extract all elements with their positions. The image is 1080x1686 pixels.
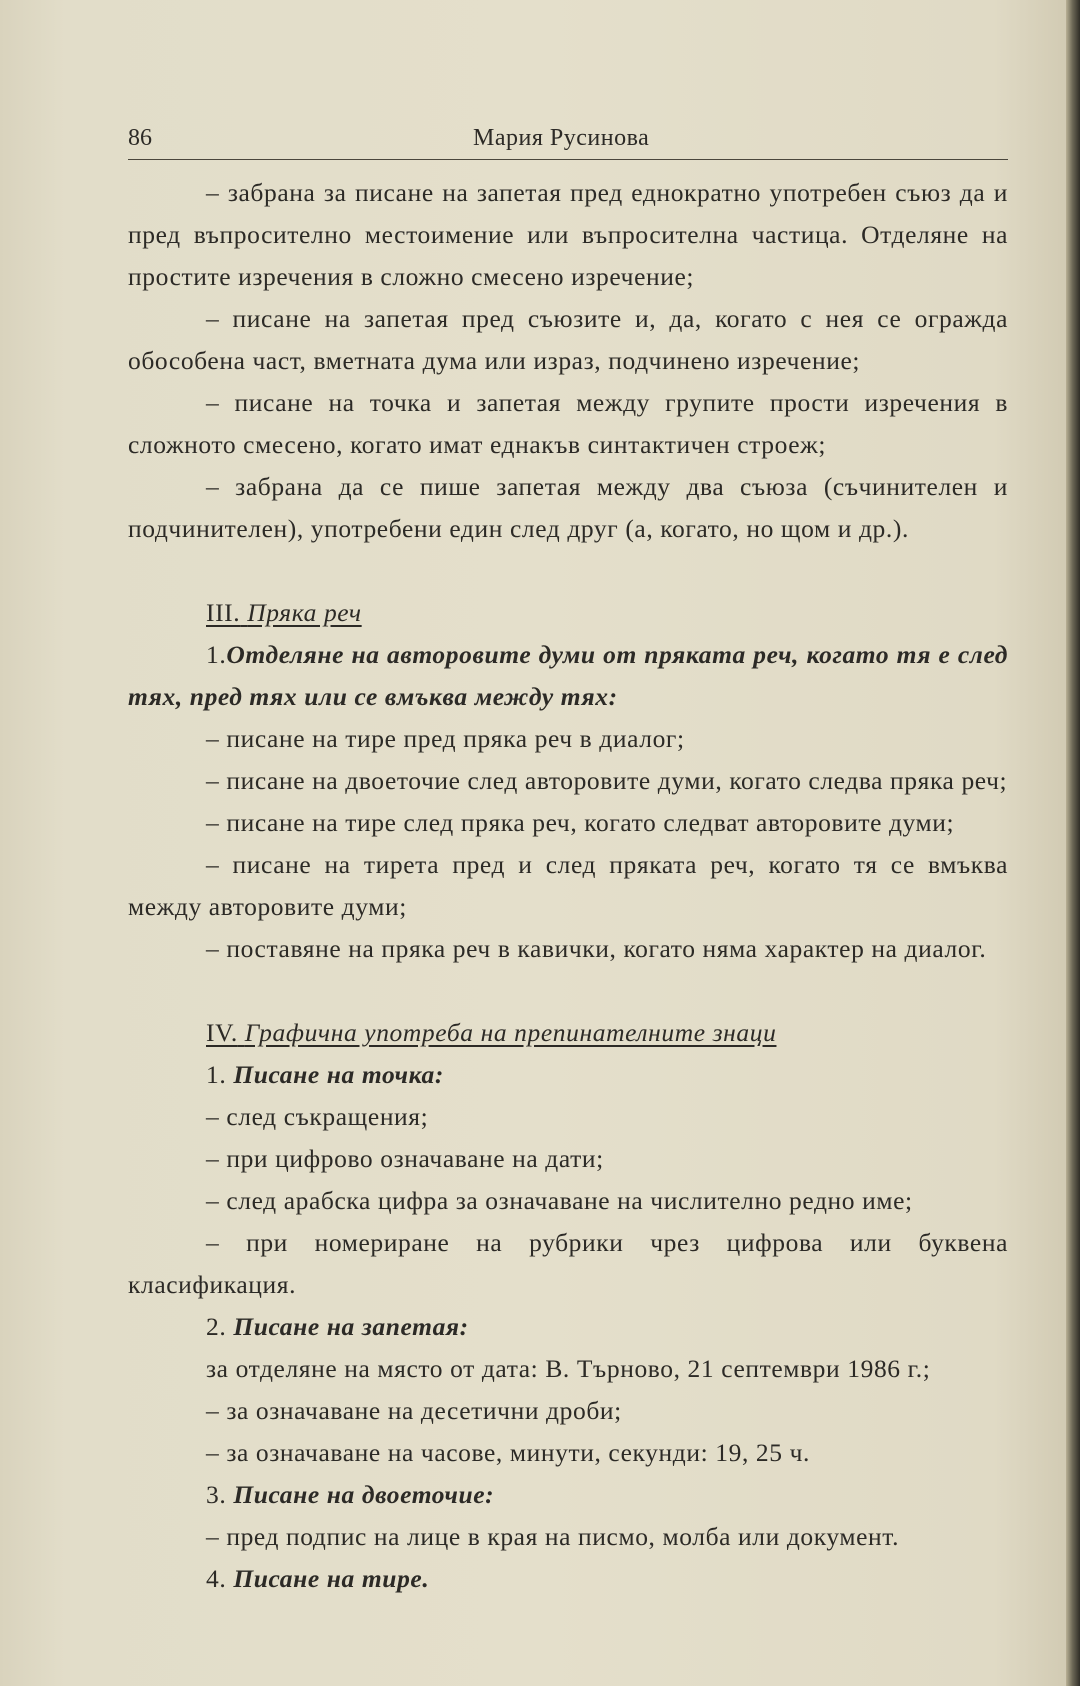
subsection-number: 1. [206, 640, 227, 669]
section-heading-iii [128, 592, 1008, 634]
paragraph: за отделяне на място от дата: В. Търново, 21 септември 1986 г.; [206, 1354, 931, 1383]
running-head: Мария Русинова [473, 125, 650, 151]
book-spine-edge [1066, 0, 1080, 1686]
paragraph: – писане на двоеточие след авторовите думи, когато следва пряка реч; [206, 766, 1008, 795]
page-body [128, 172, 1008, 1600]
subsection-title: Отделяне на авторовите думи от пряката реч, когато тя е след тях, пред тях или се вмъква между тях: [128, 640, 1008, 711]
section-gap [128, 970, 1008, 1012]
subsection-number: 4. [206, 1564, 227, 1593]
subsection-title: Писане на двоеточие: [233, 1480, 495, 1509]
subsection-title: Писане на точка: [233, 1060, 444, 1089]
subsection-heading [128, 1558, 1008, 1600]
subsection-number: 2. [206, 1312, 227, 1341]
paragraph: – писане на тире пред пряка реч в диалог; [206, 724, 685, 753]
paragraph: – писане на тирета пред и след пряката реч, когато тя се вмъква между авторовите думи; [128, 850, 1008, 921]
subsection-heading [128, 1306, 1008, 1348]
section-number: III. [206, 598, 241, 627]
section-title: Графична употреба на препинателните знаци [244, 1018, 777, 1047]
section-title: Пряка реч [247, 598, 362, 627]
subsection-number: 1. [206, 1060, 227, 1089]
paragraph: – след арабска цифра за означаване на числително редно име; [206, 1186, 913, 1215]
paragraph: – забрана да се пише запетая между два съюза (съчинителен и подчинителен), употребени един след друг (а, когато, но щом и др.). [128, 472, 1008, 543]
paragraph: – при цифрово означаване на дати; [206, 1144, 604, 1173]
subsection-heading [128, 634, 1008, 718]
paragraph: – поставяне на пряка реч в кавички, когато няма характер на диалог. [206, 934, 987, 963]
section-number: IV. [206, 1018, 238, 1047]
subsection-number: 3. [206, 1480, 227, 1509]
page-header [128, 125, 1008, 160]
paragraph: – пред подпис на лице в края на писмо, молба или документ. [206, 1522, 900, 1551]
paragraph: – при номериране на рубрики чрез цифрова или буквена класификация. [128, 1228, 1008, 1299]
section-heading-iv [128, 1012, 1008, 1054]
page-number: 86 [128, 125, 152, 151]
paragraph: – писане на точка и запетая между групите прости изречения в сложното смесено, когато имат еднакъв синтактичен строеж; [128, 388, 1008, 459]
paragraph: – писане на тире след пряка реч, когато следват авторовите думи; [206, 808, 955, 837]
section-gap [128, 550, 1008, 592]
subsection-heading [128, 1474, 1008, 1516]
paragraph: – забрана за писане на запетая пред еднократно употребен съюз да и пред въпросително местоимение или въпросителна частица. Отделяне на простите изречения в сложно смесено изречение; [128, 178, 1008, 291]
subsection-title: Писане на запетая: [233, 1312, 469, 1341]
paragraph: – за означаване на часове, минути, секунди: 19, 25 ч. [206, 1438, 810, 1467]
paragraph: – след съкращения; [206, 1102, 429, 1131]
paragraph: – за означаване на десетични дроби; [206, 1396, 622, 1425]
subsection-title: Писане на тире. [233, 1564, 430, 1593]
paragraph: – писане на запетая пред съюзите и, да, когато с нея се огражда обособена част, вметната дума или израз, подчинено изречение; [128, 304, 1008, 375]
subsection-heading [128, 1054, 1008, 1096]
